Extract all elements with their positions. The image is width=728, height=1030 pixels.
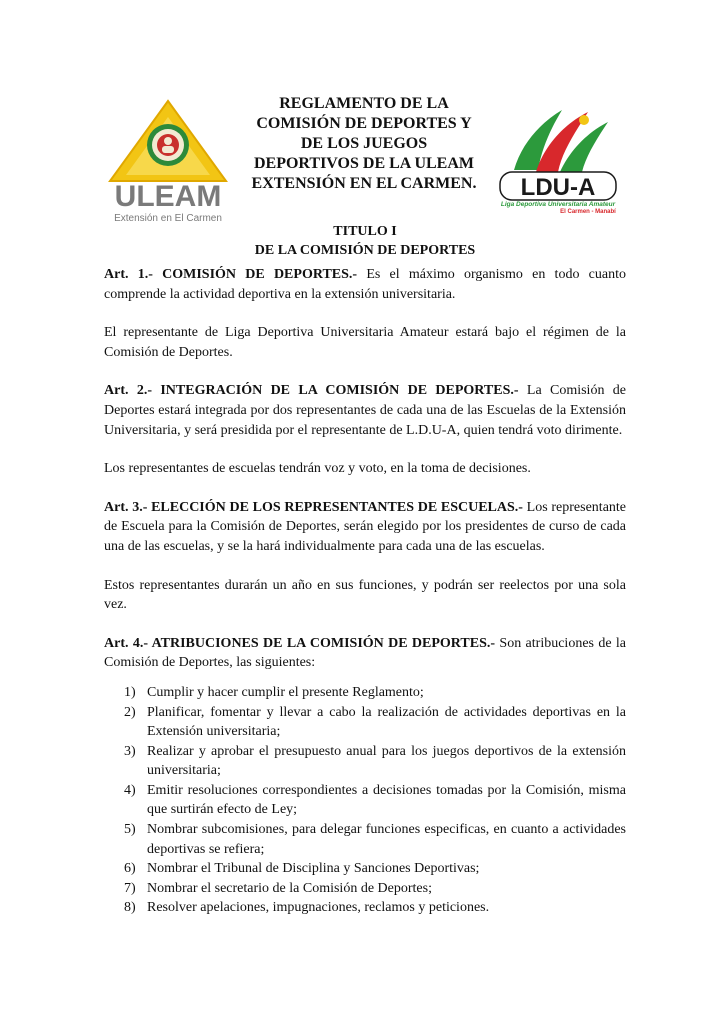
list-item-number: 8) (124, 900, 136, 916)
ldu-a-logo-graphic (492, 102, 624, 214)
ldu-a-logo-subtitle: Liga Deportiva Universitaria Amateur (500, 201, 616, 208)
uleam-logo (102, 95, 234, 225)
title-line-3: DE LOS JUEGOS (300, 135, 428, 152)
section-subtitle: DE LA COMISIÓN DE DEPORTES (254, 243, 476, 258)
document-body (104, 265, 626, 918)
paragraph-escuelas: Los representantes de escuelas tendrán voz y voto, en la toma de decisiones. (104, 461, 531, 477)
list-item (104, 703, 626, 742)
ldu-a-logo-text: LDU-A (520, 174, 596, 201)
uleam-logo-graphic (102, 95, 234, 225)
article-2-heading: Art. 2.- INTEGRACIÓN DE LA COMISIÓN DE DEPORTES.- (104, 383, 519, 399)
list-item-text: Realizar y aprobar el presupuesto anual para los juegos deportivos de la extensión universitaria; (147, 743, 626, 779)
article-4-heading: Art. 4.- ATRIBUCIONES DE LA COMISIÓN DE DEPORTES.- (104, 635, 496, 651)
article-3 (104, 498, 626, 557)
uleam-logo-text: ULEAM (114, 180, 222, 213)
list-item-text: Nombrar el secretario de la Comisión de Deportes; (147, 880, 432, 896)
ldu-a-logo-location: El Carmen - Manabí (560, 209, 616, 214)
list-item-text: Emitir resoluciones correspondientes a decisiones tomadas por la Comisión, misma que surtirán efecto de Ley; (147, 782, 626, 818)
paragraph-duracion: Estos representantes durarán un año en sus funciones, y podrán ser reelectos por una sola vez. (104, 577, 626, 613)
list-item-number: 6) (124, 861, 136, 877)
list-item-number: 4) (124, 782, 136, 798)
article-3-text: Los representante de Escuela para la Comisión de Deportes, serán elegido por los presidentes de curso de cada una de las escuelas, y se la hará individualmente para cada una de las escuelas. (104, 499, 627, 554)
uleam-logo-subtitle: Extensión en El Carmen (114, 213, 222, 224)
list-item-number: 3) (124, 743, 136, 759)
list-item (104, 781, 626, 820)
list-item (104, 859, 626, 879)
list-item (104, 820, 626, 859)
article-2-text: La Comisión de Deportes estará integrada por dos representantes de cada una de las Escuelas de la Extensión Universitaria, y será presidida por el representante de L.D.U-A, quien tendrá voto dirimente. (104, 383, 627, 438)
list-item (104, 683, 626, 703)
list-item-text: Nombrar el Tribunal de Disciplina y Sanciones Deportivas; (147, 861, 480, 877)
title-line-1: REGLAMENTO DE LA (279, 95, 449, 112)
list-item (104, 898, 626, 918)
article-4 (104, 634, 626, 673)
article-2 (104, 381, 626, 440)
title-line-4: DEPORTIVOS DE LA ULEAM (253, 155, 475, 172)
article-4-text: Son atribuciones de la Comisión de Deportes, las siguientes: (104, 635, 627, 671)
list-item-text: Resolver apelaciones, impugnaciones, reclamos y peticiones. (147, 900, 490, 916)
list-item-number: 7) (124, 880, 136, 896)
section-heading (200, 222, 530, 260)
atribuciones-list (104, 683, 626, 918)
list-item-text: Cumplir y hacer cumplir el presente Reglamento; (147, 684, 424, 700)
ldu-a-logo (492, 102, 624, 214)
document-title (225, 94, 503, 194)
title-line-5: EXTENSIÓN EN EL CARMEN. (251, 175, 477, 192)
list-item (104, 742, 626, 781)
list-item-number: 5) (124, 822, 136, 838)
list-item-number: 2) (124, 704, 136, 720)
article-3-heading: Art. 3.- ELECCIÓN DE LOS REPRESENTANTES DE ESCUELAS.- (104, 499, 523, 515)
list-item-text: Nombrar subcomisiones, para delegar funciones especificas, en cuanto a actividades deportivas se refiera; (147, 822, 626, 857)
list-item-text: Planificar, fomentar y llevar a cabo la realización de actividades deportivas en la Extensión universitaria; (147, 704, 626, 740)
title-line-2: COMISIÓN DE DEPORTES Y (256, 115, 472, 132)
list-item (104, 879, 626, 899)
article-1 (104, 265, 626, 304)
section-titulo: TITULO I (333, 224, 397, 239)
article-1-heading: Art. 1.- COMISIÓN DE DEPORTES.- (104, 267, 358, 282)
list-item-number: 1) (124, 684, 136, 700)
article-1-text: Es el máximo organismo en todo cuanto comprende la actividad deportiva en la extensión universitaria. (104, 267, 626, 302)
paragraph-representante: El representante de Liga Deportiva Universitaria Amateur estará bajo el régimen de la Comisión de Deportes. (104, 325, 626, 360)
